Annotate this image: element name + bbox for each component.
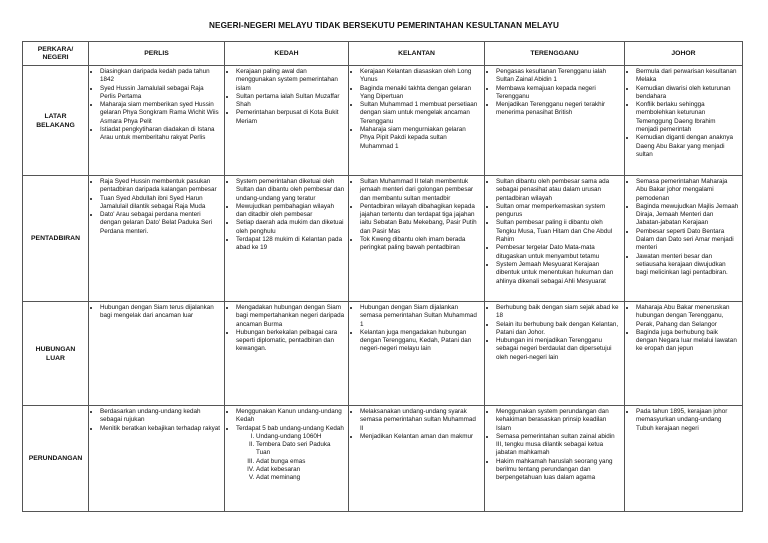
- list-item: • Syed Hussin Jamalulail sebagai Raja Perlis Pertama: [100, 85, 221, 102]
- list-item: • Sultan pembesar paling ii dibantu oleh Tengku Musa, Tuan Hitam dan Che Abdul Rahim: [496, 219, 621, 244]
- bullet-list: [352, 304, 481, 354]
- header-cell: PERKARA/ NEGERI: [23, 42, 89, 66]
- list-item: • Menjadikan Terengganu negeri terakhir menerima penasihat British: [496, 101, 621, 118]
- sub-list-item: II. Tembera Dato seri Paduka Tuan: [256, 441, 345, 458]
- list-item: • Hubungan dengan Siam dijalankan semasa pemerintahan Sultan Muhammad 1: [360, 304, 481, 329]
- list-item: • Hubungan ini menjadikan Terengganu sebagai negeri berdaulat dan dipersetujui oleh negeri-negeri lain: [496, 337, 621, 362]
- list-item: • Baginda menaiki takhta dengan gelaran Yang Dipertuan: [360, 85, 481, 102]
- sub-list-item: III. Adat bunga emas: [256, 458, 345, 466]
- list-item: • Kemudian diwarisi oleh keturunan bendahara: [636, 85, 739, 102]
- list-item: • Hakim mahkamah haruslah seorang yang berilmu tentang perundangan dan berpengetahuan luas dalam agama: [496, 458, 621, 483]
- list-item: • System Jemaah Mesyuarat Kerajaan dibentuk untuk menentukan hukuman dan ahlinya dikenali sebagai Ahli Mesyuarat: [496, 261, 621, 286]
- list-item: • Maharaja siam memberikan syed Hussin gelaran Phya Songkram Rama Wichit Wiis Asmara Phya Pelit: [100, 101, 221, 126]
- bullet-list: [92, 68, 221, 143]
- list-item: • Istiadat pengkytiharan diadakan di Istana Arau untuk memberitahu rakyat Perlis: [100, 126, 221, 143]
- bullet-list: [628, 178, 739, 278]
- list-item: • Pentadbiran wilayah dibahagikan kepada jajahan tertentu dan terdapat tiga jajahan iaitu Sebatan Batu Mekebang, Pasir Putih dan Pasir Mas: [360, 203, 481, 236]
- list-item: • Pembesar tergelar Dato Mata-mata ditugaskan untuk menyambut tetamu: [496, 244, 621, 261]
- table-cell: [349, 406, 485, 512]
- list-item: • Pemerintahan berpusat di Kota Bukit Meriam: [236, 109, 345, 126]
- list-item: • Pengasas kesultanan Terengganu ialah Sultan Zainal Abidin 1: [496, 68, 621, 85]
- list-item: • Terdapat 128 mukim di Kelantan pada abad ke 19: [236, 236, 345, 253]
- bullet-list: [628, 68, 739, 159]
- list-item: • Sultan dibantu oleh pembesar sama ada sebagai penasihat atau dalam urusan pentadbiran wilayah: [496, 178, 621, 203]
- bullet-list: [228, 304, 345, 354]
- bullet-list: [628, 304, 739, 354]
- list-item: • Sultan Muhammad 1 membuat persetiaan dengan siam untuk mengelak ancaman Terengganu: [360, 101, 481, 126]
- list-item: • Selain itu berhubung baik dengan Kelantan, Patani dan Johor.: [496, 321, 621, 338]
- list-item: • Diasingkan daripada kedah pada tahun 1842: [100, 68, 221, 85]
- table-cell: [89, 406, 225, 512]
- table-cell: [89, 66, 225, 176]
- list-item: • Pada tahun 1895, kerajaan johor memasyurkan undang-undang Tubuh kerajaan negeri: [636, 408, 739, 433]
- table-row: [23, 302, 743, 406]
- header-row: [23, 42, 743, 66]
- bullet-list: [228, 68, 345, 126]
- sub-list-item: I. Undang-undang 1060H: [256, 433, 345, 441]
- table-row: [23, 66, 743, 176]
- table-cell: [225, 406, 349, 512]
- table-cell: [225, 302, 349, 406]
- bullet-list: [228, 178, 345, 253]
- table-cell: [625, 176, 743, 302]
- list-item: • Mewujudkan pembahagian wilayah dan ditadbir oleh pembesar: [236, 203, 345, 220]
- list-item: • Tok Kweng dibantu oleh imam berada peringkat paling bawah pentadbiran: [360, 236, 481, 253]
- table-row: [23, 176, 743, 302]
- list-item: • Raja Syed Hussin membentuk pasukan pentadbiran daripada kalangan pembesar: [100, 178, 221, 195]
- table-cell: [485, 406, 625, 512]
- sub-list-item: IV. Adat kebesaran: [256, 466, 345, 474]
- header-cell: PERLIS: [89, 42, 225, 66]
- table-cell: [349, 302, 485, 406]
- table-cell: [625, 406, 743, 512]
- list-item: • Kerajaan paling awal dan menggunakan system pemerintahan islam: [236, 68, 345, 93]
- list-item: • Sultan pertama ialah Sultan Muzaffar Shah: [236, 93, 345, 110]
- list-item: • Kemudian diganti dengan anaknya Daeng Abu Bakar yang menjadi sultan: [636, 134, 739, 159]
- bullet-list: [228, 408, 345, 483]
- list-item: • Tuan Syed Abdullah ibni Syed Harun Jamalulail dilantik sebagai Raja Muda: [100, 195, 221, 212]
- list-item: • Semasa pemerintahan Maharaja Abu Bakar johor mengalami pemodenan: [636, 178, 739, 203]
- list-item: • Kerajaan Kelantan diasaskan oleh Long Yunus: [360, 68, 481, 85]
- header-cell: KELANTAN: [349, 42, 485, 66]
- list-item: • Menggunakan system perundangan dan kehakiman berasaskan prinsip keadilan Islam: [496, 408, 621, 433]
- list-item: • Konflik berlaku sehingga membolehkan keturunan Temenggung Daeng Ibrahim menjadi pemerintah: [636, 101, 739, 134]
- row-label: LATAR BELAKANG: [23, 66, 89, 176]
- list-item: • Kelantan juga mengadakan hubungan dengan Terengganu, Kedah, Patani dan negeri-negeri melayu lain: [360, 329, 481, 354]
- list-item: • Berhubung baik dengan siam sejak abad ke 18: [496, 304, 621, 321]
- bullet-list: [352, 178, 481, 253]
- list-item: • Menitik beratkan kebajikan terhadap rakyat: [100, 425, 221, 433]
- table-row: [23, 406, 743, 512]
- list-item: • Bermula dari perwarisan kesultanan Melaka: [636, 68, 739, 85]
- table-cell: [485, 302, 625, 406]
- list-item: • Semasa pemerintahan sultan zainal abidin III, tengku musa dilantik sebagai ketua jabatan mahkamah: [496, 433, 621, 458]
- table-cell: [89, 302, 225, 406]
- table-cell: [349, 66, 485, 176]
- numbered-sub-list: [236, 433, 345, 483]
- list-item: • Baginda juga berhubung baik dengan Negara luar melalui lawatan ke eropah dan jepun: [636, 329, 739, 354]
- list-item: • Dato' Arau sebagai perdana menteri dengan gelaran Dato' Belat Paduka Seri Perdana menteri.: [100, 211, 221, 236]
- row-label: PERUNDANGAN: [23, 406, 89, 512]
- table-cell: [625, 66, 743, 176]
- bullet-list: [352, 408, 481, 441]
- bullet-list: [488, 304, 621, 362]
- table-cell: [89, 176, 225, 302]
- list-item: • Mengadakan hubungan dengan Siam bagi mempertahankan negeri daripada ancaman Burma: [236, 304, 345, 329]
- bullet-list: [488, 178, 621, 286]
- sub-list-item: V. Adat meminang: [256, 474, 345, 482]
- list-item: • Menggunakan Kanun undang-undang Kedah: [236, 408, 345, 425]
- list-item: • Terdapat 5 bab undang-undang Kedah I. Undang-undang 1060H II. Tembera Dato seri Paduka Tuan III. Adat bunga emas IV. Adat kebesaran V. Adat meminang: [236, 425, 345, 483]
- table-cell: [625, 302, 743, 406]
- table-cell: [485, 176, 625, 302]
- list-item: • System pemerintahan diketuai oleh Sultan dan dibantu oleh pembesar dan undang-undang yang teratur: [236, 178, 345, 203]
- bullet-list: [92, 304, 221, 321]
- row-label: PENTADBIRAN: [23, 176, 89, 302]
- list-item: • Maharaja siam mengurniakan gelaran Phya Pipit Pakdi kepada sultan Muhammad 1: [360, 126, 481, 151]
- bullet-list: [352, 68, 481, 151]
- header-cell: KEDAH: [225, 42, 349, 66]
- list-item: • Melaksanakan undang-undang syarak semasa pemerintahan sultan Muhammad II: [360, 408, 481, 433]
- table-cell: [349, 176, 485, 302]
- bullet-list: [628, 408, 739, 433]
- list-item: • Setiap daerah ada mukim dan diketuai oleh penghulu: [236, 219, 345, 236]
- row-label: HUBUNGAN LUAR: [23, 302, 89, 406]
- list-item: • Sultan Muhammad II telah membentuk jemaah menteri dari golongan pembesar dan membantu sultan mentadbir: [360, 178, 481, 203]
- bullet-list: [488, 408, 621, 483]
- list-item: • Hubungan dengan Siam terus dijalankan bagi mengelak dari ancaman luar: [100, 304, 221, 321]
- comparison-table: [22, 41, 743, 512]
- table-cell: [225, 66, 349, 176]
- bullet-list: [488, 68, 621, 118]
- bullet-list: [92, 178, 221, 236]
- page-title: NEGERI-NEGERI MELAYU TIDAK BERSEKUTU PEMERINTAHAN KESULTANAN MELAYU: [209, 21, 559, 30]
- list-item: • Berdasarkan undang-undang kedah sebagai rujukan: [100, 408, 221, 425]
- header-cell: JOHOR: [625, 42, 743, 66]
- list-item: • Maharaja Abu Bakar meneruskan hubungan dengan Terengganu, Perak, Pahang dan Selangor: [636, 304, 739, 329]
- table-cell: [225, 176, 349, 302]
- table-cell: [485, 66, 625, 176]
- list-item: • Pembesar seperti Dato Bentara Dalam dan Dato seri Amar menjadi menteri: [636, 228, 739, 253]
- list-item: • Jawatan menteri besar dan setiausaha kerajaan diwujudkan bagi melicinkan lagi pentadbiran.: [636, 253, 739, 278]
- bullet-list: [92, 408, 221, 433]
- list-item: • Membawa kemajuan kepada negeri Terengganu: [496, 85, 621, 102]
- list-item: • Menjadikan Kelantan aman dan makmur: [360, 433, 481, 441]
- list-item: • Hubungan berkekalan pelbagai cara seperti diplomatic, pentadbiran dan kewangan.: [236, 329, 345, 354]
- list-item: • Baginda mewujudkan Majlis Jemaah Diraja, Jemaah Menteri dan Jabatan-jabatan Kerajaan: [636, 203, 739, 228]
- header-cell: TERENGGANU: [485, 42, 625, 66]
- list-item: • Sultan omar memperkemaskan system pengurus: [496, 203, 621, 220]
